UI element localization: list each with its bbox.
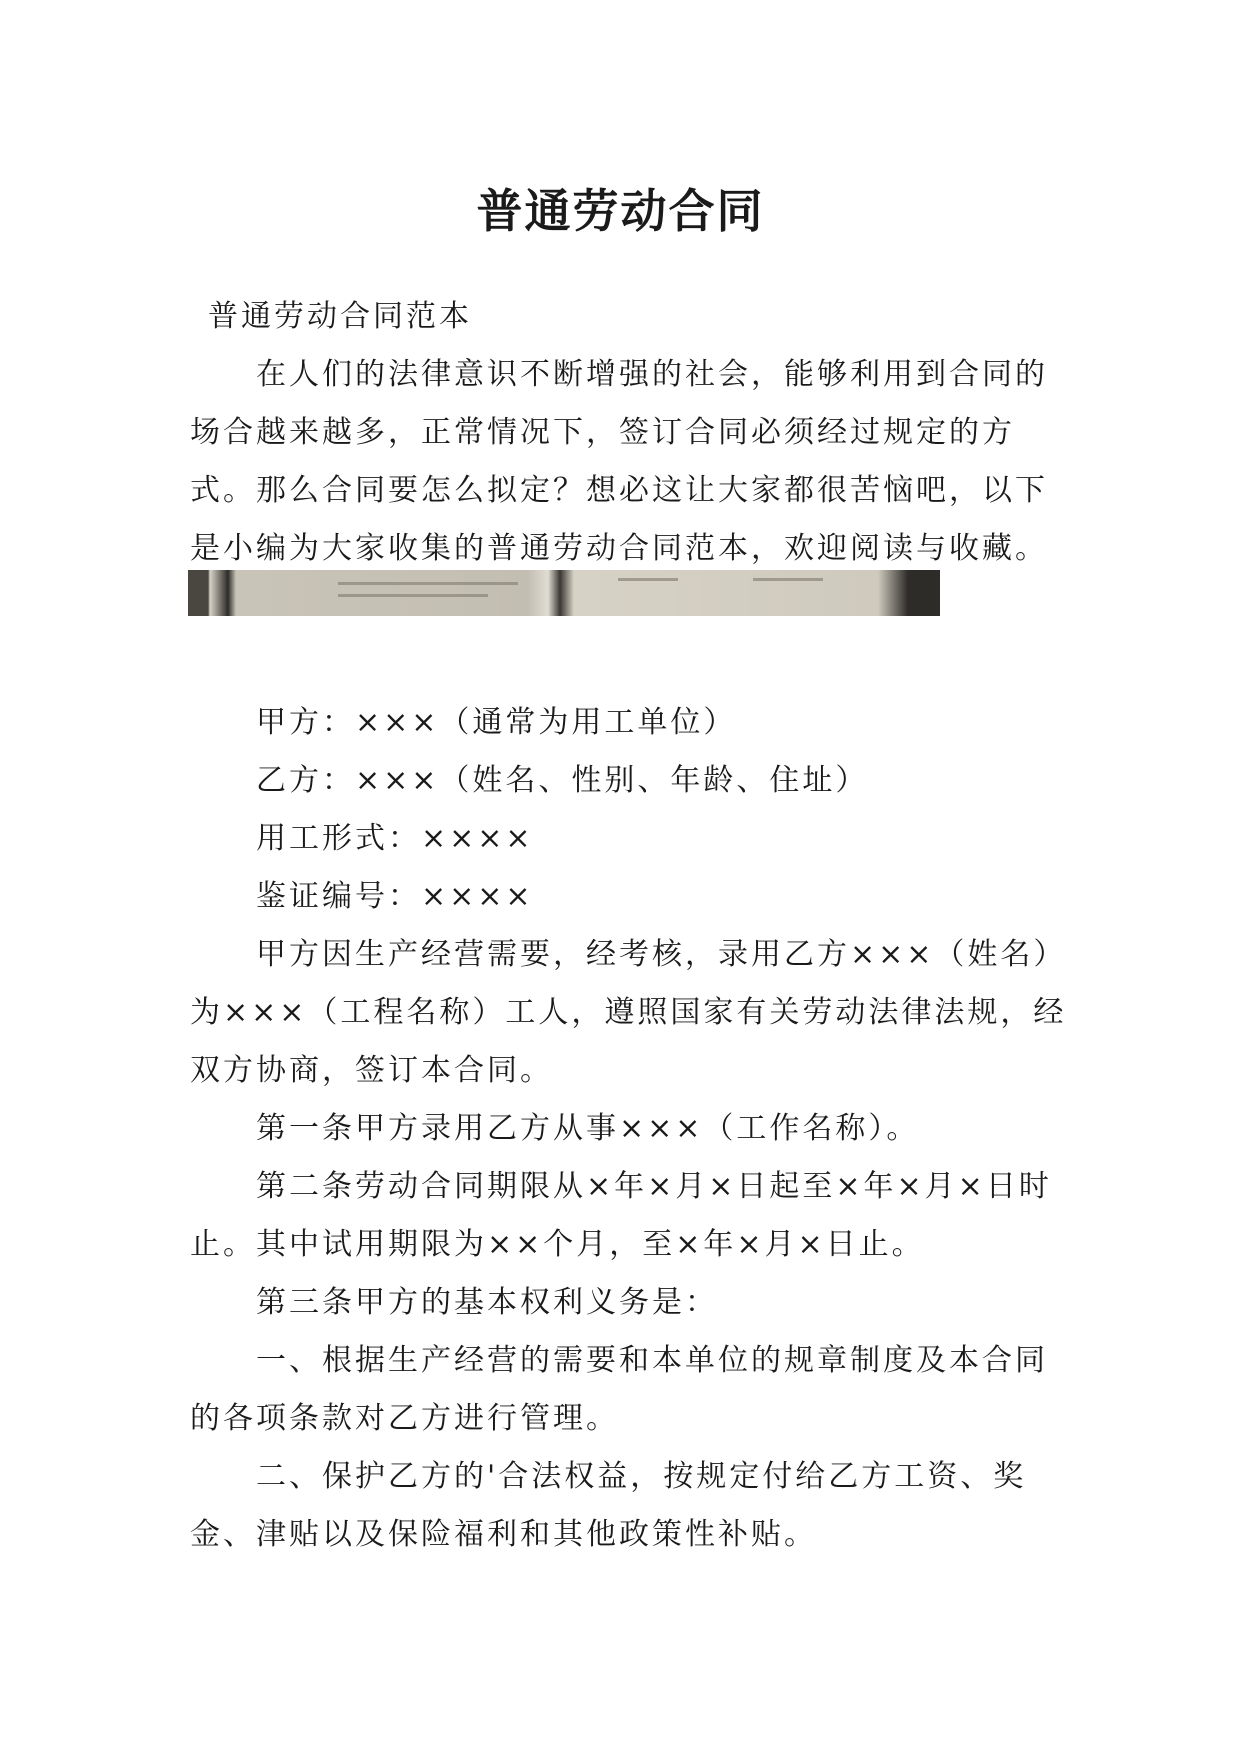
employment-form-line: 用工形式：×××× xyxy=(256,821,534,856)
party-a-line: 甲方：×××（通常为用工单位） xyxy=(256,705,737,740)
article-3-item-2: 二、保护乙方的'合法权益，按规定付给乙方工资、奖金、津贴以及保险福利和其他政策性补贴。 xyxy=(190,1459,1027,1552)
article-3-item-1: 一、根据生产经营的需要和本单位的规章制度及本合同的各项条款对乙方进行管理。 xyxy=(190,1343,1048,1436)
party-b-line: 乙方：×××（姓名、性别、年龄、住址） xyxy=(256,763,869,798)
intro-paragraph: 在人们的法律意识不断增强的社会，能够利用到合同的场合越来越多，正常情况下，签订合同必须经过规定的方式。那么合同要怎么拟定？想必这让大家都很苦恼吧，以下是小编为大家收集的普通劳动合同范本，欢迎阅读与收藏。 xyxy=(190,357,1048,566)
photo-text-line xyxy=(753,578,823,581)
article-1: 第一条甲方录用乙方从事×××（工作名称）。 xyxy=(256,1111,920,1146)
document-title: 普通劳动合同 xyxy=(476,183,765,238)
contract-body xyxy=(190,694,1070,1564)
photo-text-line xyxy=(338,582,518,585)
photo-text-line xyxy=(338,594,488,597)
contract-photo-strip xyxy=(188,570,940,616)
article-3: 第三条甲方的基本权利义务是： xyxy=(256,1285,718,1320)
document-subtitle: 普通劳动合同范本 xyxy=(208,299,472,334)
photo-text-line xyxy=(618,578,678,581)
preamble-paragraph: 甲方因生产经营需要，经考核，录用乙方×××（姓名）为×××（工程名称）工人，遵照国家有关劳动法律法规，经双方协商，签订本合同。 xyxy=(190,937,1067,1088)
certification-number-line: 鉴证编号：×××× xyxy=(256,879,534,914)
article-2: 第二条劳动合同期限从×年×月×日起至×年×月×日时止。其中试用期限为××个月，至×年×月×日止。 xyxy=(190,1169,1052,1262)
intro-section xyxy=(190,288,1070,578)
